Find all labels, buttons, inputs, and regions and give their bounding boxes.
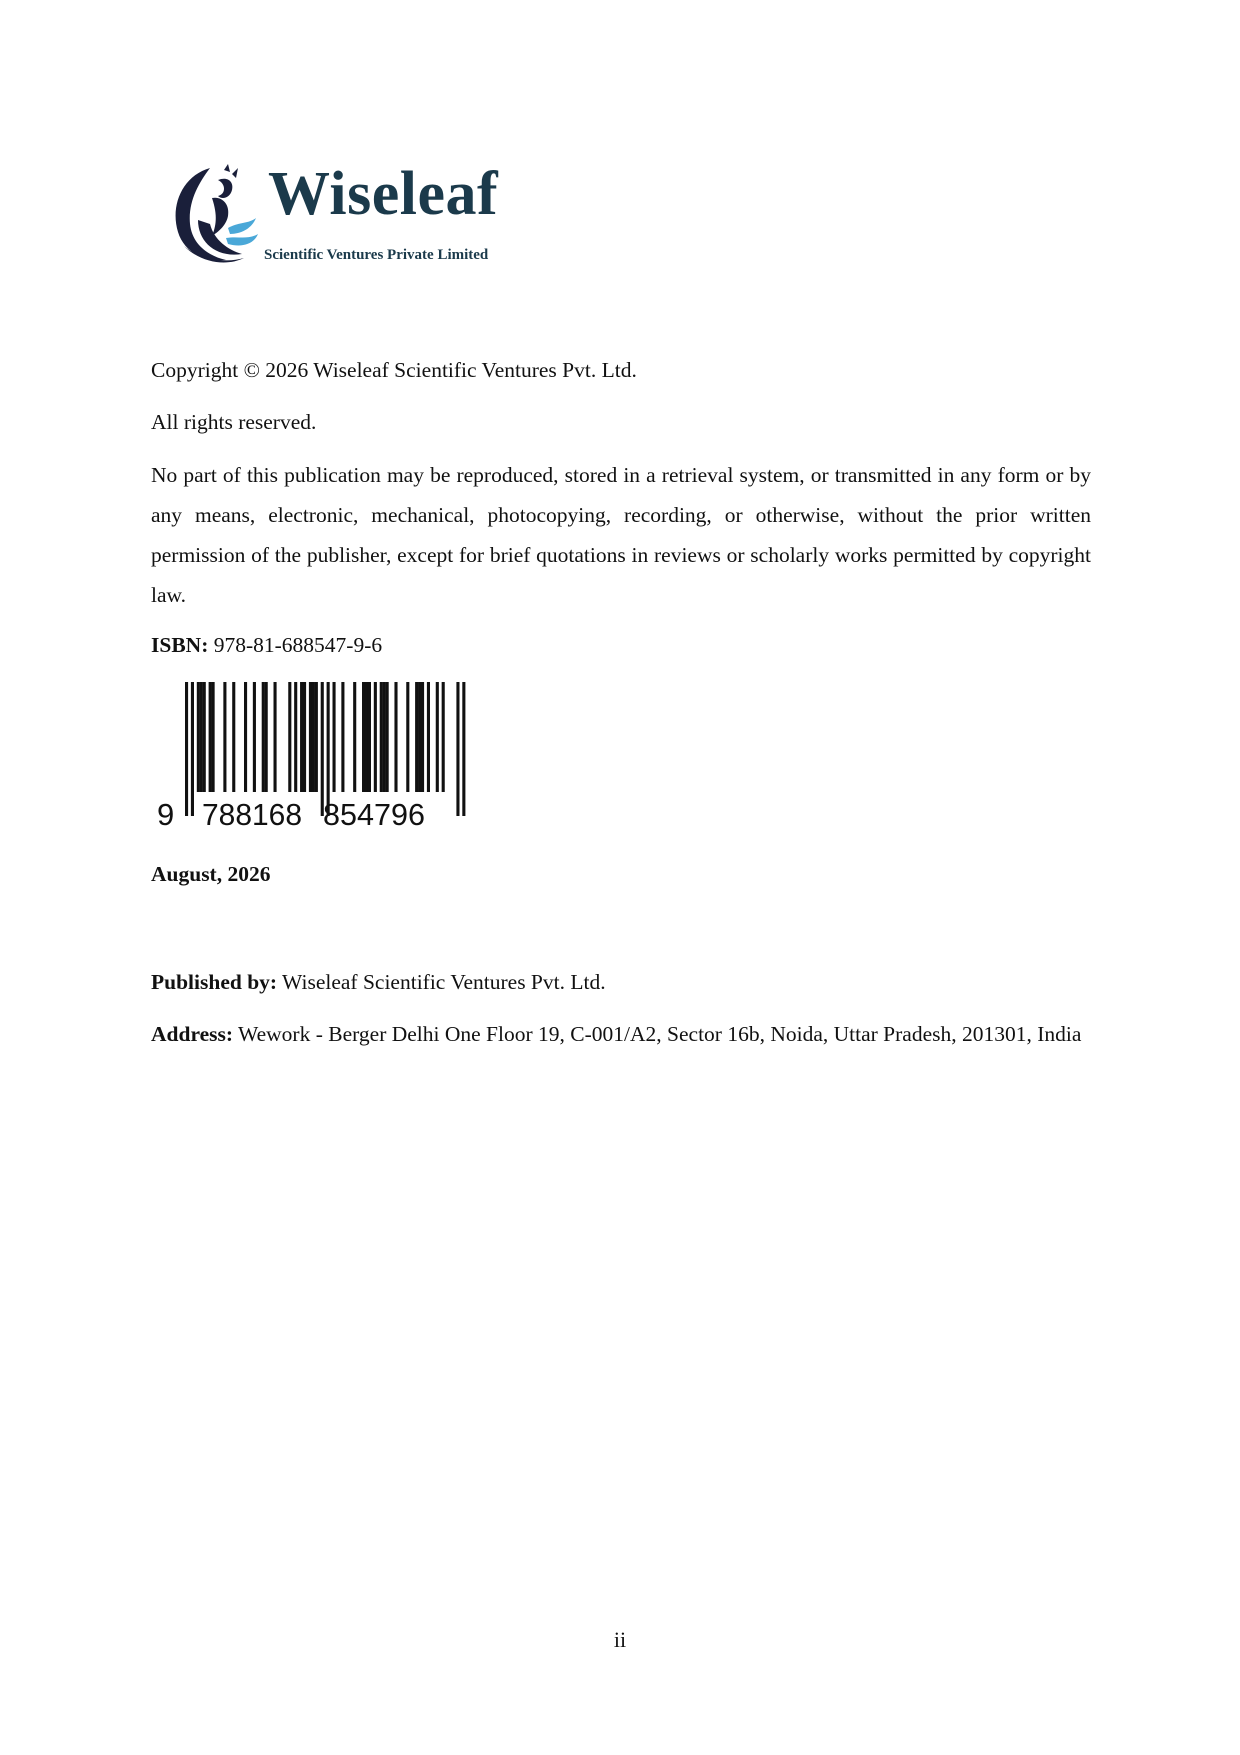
barcode-left-digits: 788168	[202, 797, 302, 830]
barcode-bar	[456, 682, 459, 816]
barcode-bar	[244, 682, 247, 792]
isbn-label: ISBN:	[151, 633, 209, 657]
isbn-barcode	[155, 680, 470, 830]
barcode-bar	[365, 682, 368, 792]
barcode-bar	[380, 682, 383, 792]
publication-date: August, 2026	[151, 862, 271, 886]
barcode-bar	[191, 682, 194, 816]
barcode-bar	[421, 682, 424, 792]
publisher-value: Wiseleaf Scientific Ventures Pvt. Ltd.	[277, 970, 606, 994]
barcode-bar	[274, 682, 277, 792]
barcode-bar	[232, 682, 235, 792]
barcode-bar	[321, 682, 324, 816]
barcode-bar	[406, 682, 409, 792]
barcode-bar	[368, 682, 371, 792]
publisher-label: Published by:	[151, 970, 278, 994]
barcode-bar	[203, 682, 206, 792]
isbn-value: 978-81-688547-9-6	[208, 633, 383, 657]
logo-name: Wiseleaf	[268, 160, 499, 228]
barcode-bar	[436, 682, 439, 792]
barcode-bar	[223, 682, 226, 792]
barcode-bar	[333, 682, 336, 792]
barcode-bar	[303, 682, 306, 792]
publisher-logo	[168, 158, 528, 268]
rights-line: All rights reserved.	[151, 410, 317, 434]
barcode-bar	[262, 682, 265, 792]
publisher-line	[151, 962, 1091, 1002]
barcode-bar	[185, 682, 188, 816]
barcode-bar	[327, 682, 330, 816]
copyright-line: Copyright © 2026 Wiseleaf Scientific Ventures Pvt. Ltd.	[151, 358, 637, 382]
barcode-bar	[312, 682, 315, 792]
leaf-figure-icon	[168, 162, 264, 266]
barcode-bar	[462, 682, 465, 816]
barcode-bar	[309, 682, 312, 792]
barcode-bar	[200, 682, 203, 792]
barcode-bar	[253, 682, 256, 792]
barcode-bar	[427, 682, 430, 792]
barcode-bars	[185, 682, 465, 816]
barcode-bar	[386, 682, 389, 792]
barcode-bar	[418, 682, 421, 792]
copyright-notice: No part of this publication may be reproduced, stored in a retrieval system, or transmitted in any form or by any means, electronic, mechanical, photocopying, recording, or otherwise, without the prior written permission of the publisher, except for brief quotations in reviews or scholarly works permitted by copyright law.	[151, 463, 1091, 607]
address-line	[151, 1014, 1091, 1054]
address-value: Wework - Berger Delhi One Floor 19, C-001/A2, Sector 16b, Noida, Uttar Pradesh, 201301, India	[233, 1022, 1082, 1046]
barcode-bar	[415, 682, 418, 792]
address-label: Address:	[151, 1022, 234, 1046]
barcode-lead-digit: 9	[157, 797, 175, 830]
barcode-bar	[383, 682, 386, 792]
isbn-line	[151, 625, 1091, 665]
barcode-bar	[442, 682, 445, 792]
barcode-bar	[294, 682, 297, 792]
barcode-bar	[209, 682, 212, 792]
barcode-bar	[341, 682, 344, 792]
barcode-bar	[197, 682, 200, 792]
barcode-bar	[374, 682, 377, 792]
barcode-bar	[288, 682, 291, 792]
barcode-bar	[353, 682, 356, 792]
page-number: ii	[613, 1627, 627, 1652]
barcode-bar	[212, 682, 215, 792]
barcode-bar	[394, 682, 397, 792]
barcode-right-digits: 854796	[323, 797, 425, 830]
barcode-bar	[265, 682, 268, 792]
barcode-bar	[315, 682, 318, 792]
logo-tagline: Scientific Ventures Private Limited	[264, 247, 489, 263]
barcode-bar	[300, 682, 303, 792]
barcode-bar	[362, 682, 365, 792]
